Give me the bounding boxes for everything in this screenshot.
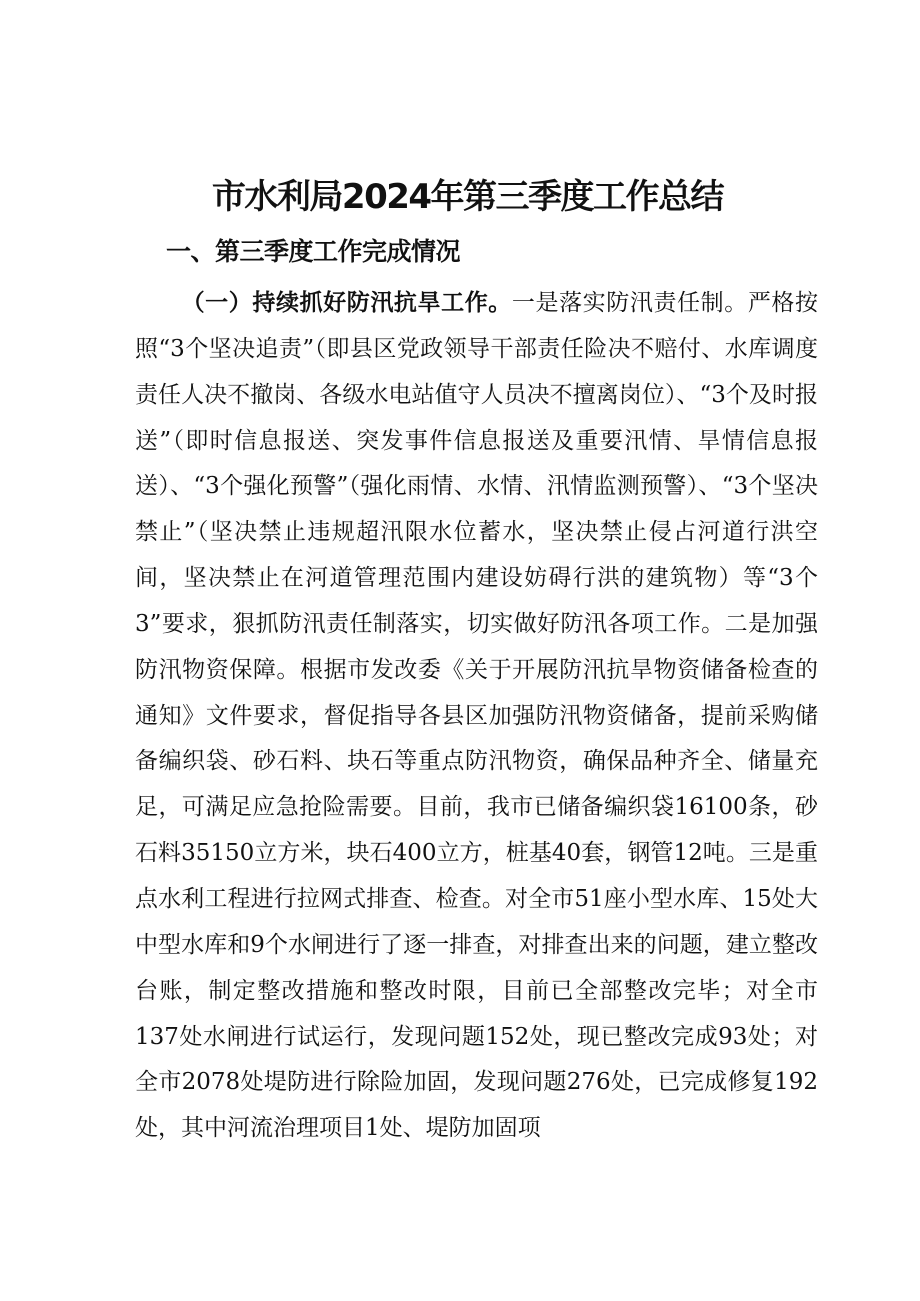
section-heading: 一、第三季度工作完成情况 <box>166 237 461 266</box>
document-title: 市水利局2024年第三季度工作总结 <box>211 177 724 217</box>
paragraph-text: 一是落实防汛责任制。严格按照“3个坚决追责”（即县区党政领导干部责任险决不赔付、水库调度责任人决不撤岗、各级水电站值守人员决不擅离岗位）、“3个及时报送”（即时信息报送、突发事件信息报送及重要汛情、旱情信息报送）、“3个强化预警”（强化雨情、水情、汛情监测预警）、“3个坚决禁止”（坚决禁止违规超汛限水位蓄水，坚决禁止侵占河道行洪空间，坚决禁止在河道管理范围内建设妨碍行洪的建筑物）等“3个3”要求，狠抓防汛责任制落实，切实做好防汛各项工作。二是加强防汛物资保障。根据市发改委《关于开展防汛抗旱物资储备检查的通知》文件要求，督促指导各县区加强防汛物资储备，提前采购储备编织袋、砂石料、块石等重点防汛物资，确保品种齐全、储量充足，可满足应急抢险需要。目前，我市已储备编织袋16100条，砂石料35150立方米，块石400立方，桩基40套，钢管12吨。三是重点水利工程进行拉网式排查、检查。对全市51座小型水库、15处大中型水库和9个水闸进行了逐一排查，对排查出来的问题，建立整改台账，制定整改措施和整改时限，目前已全部整改完毕；对全市137处水闸进行试运行，发现问题152处，现已整改完成93处；对全市2078处堤防进行除险加固，发现问题276处，已完成修复192处，其中河流治理项目1处、堤防加固项 <box>135 290 819 1142</box>
paragraph-lead: （一）持续抓好防汛抗旱工作。 <box>181 290 512 316</box>
body-paragraph <box>135 281 818 1152</box>
